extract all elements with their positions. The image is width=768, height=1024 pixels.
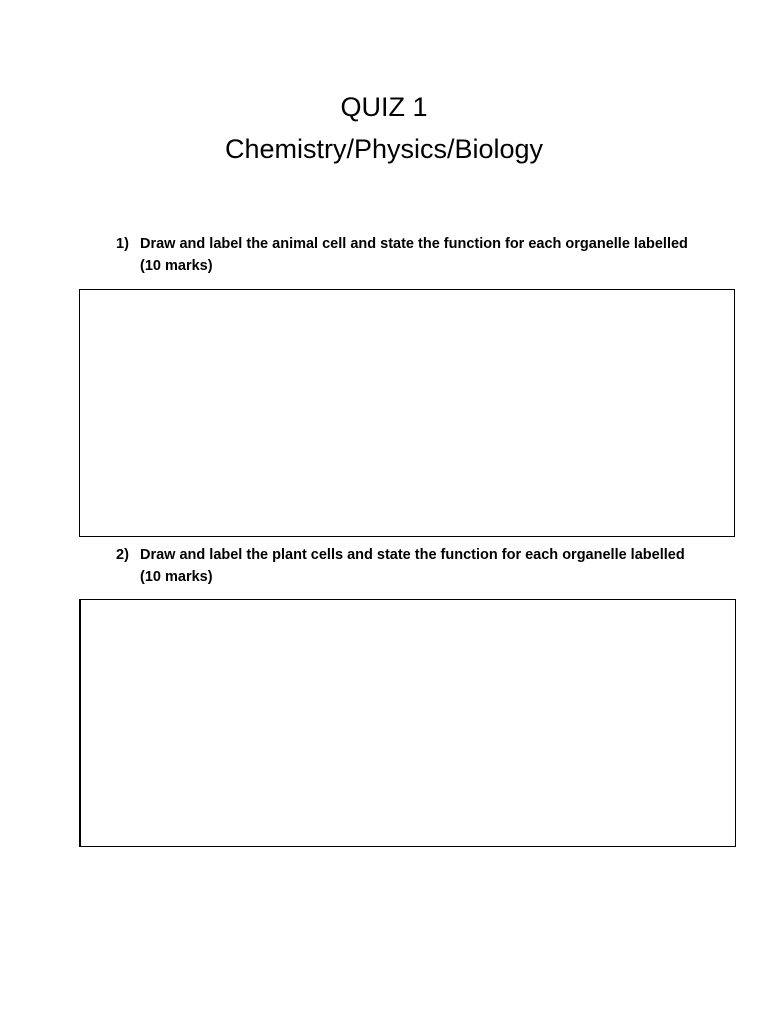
question-1 [116, 233, 696, 277]
quiz-title: QUIZ 1 [340, 92, 428, 122]
question-number: 1) [116, 236, 129, 252]
answer-box-1[interactable] [79, 289, 735, 537]
answer-box-2[interactable] [79, 599, 736, 847]
quiz-subtitle: Chemistry/Physics/Biology [224, 134, 544, 164]
question-text: Draw and label the plant cells and state the function for each organelle labelled (10 marks) [140, 547, 685, 585]
question-2 [116, 544, 696, 588]
question-number: 2) [116, 547, 129, 563]
question-text: Draw and label the animal cell and state the function for each organelle labelled (10 marks) [140, 236, 688, 274]
